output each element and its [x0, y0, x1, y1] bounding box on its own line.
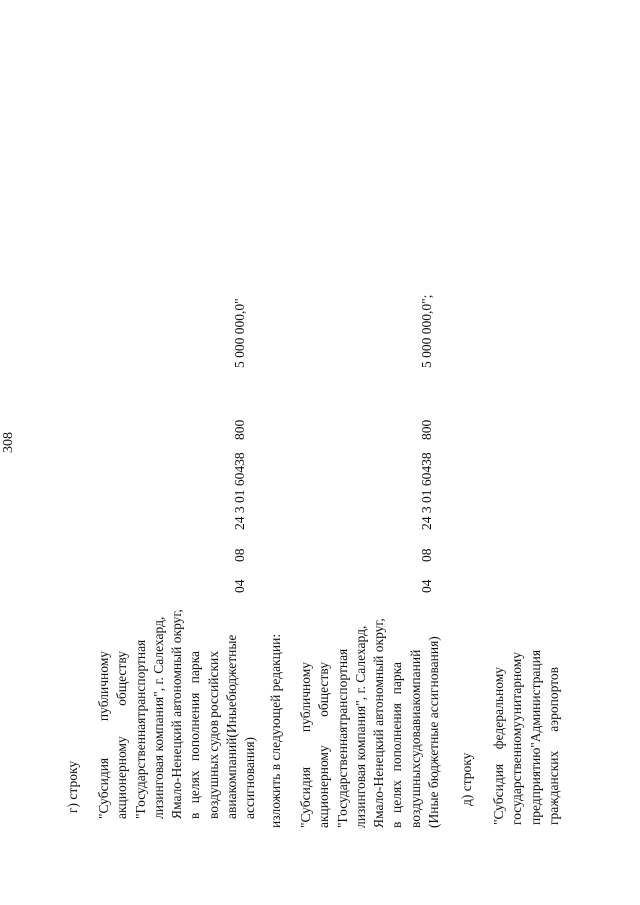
block1-word: Ямало-Ненецкий автономный округ,: [169, 609, 185, 819]
page-number: 308: [1, 432, 16, 453]
block2-word: воздушных: [407, 762, 423, 828]
block2-word: пополнения: [389, 703, 405, 772]
block3-word: унитарному: [509, 651, 525, 721]
block1-word: целях: [187, 770, 203, 804]
block1-line: [186, 651, 204, 819]
row-d-heading: д) строку: [459, 752, 474, 806]
block1-word: ассигнования): [242, 736, 258, 819]
block1-line: [241, 651, 259, 819]
block2-word: в: [389, 821, 405, 828]
block1-word: воздушных: [205, 753, 221, 819]
block2-line: [352, 625, 370, 828]
block2-line: [315, 662, 333, 828]
block2-word: (Иные бюджетные ассигнования): [426, 636, 442, 828]
block2-word: целях: [389, 780, 405, 813]
block2-amount: 5 000 000,0";: [419, 294, 434, 368]
block2-line: [297, 662, 315, 828]
block2-word: "Государственная: [334, 726, 350, 828]
block2-code-type: 800: [419, 419, 434, 440]
block2-word: лизинговая компания", г. Салехард,: [352, 625, 368, 828]
block1-word: транспортная: [132, 639, 148, 718]
block1-word: "Субсидия: [96, 757, 111, 819]
block1-word: авиакомпаний: [224, 737, 240, 819]
block1-word: пополнения: [187, 692, 203, 762]
block3-line: [508, 651, 526, 825]
block2-word: акционерному: [316, 745, 332, 828]
block2-code-section: 04: [419, 579, 434, 593]
block1-line: [168, 609, 186, 819]
block1-word: судов: [205, 719, 221, 752]
block2-line: [370, 618, 388, 828]
block1-word: обществу: [114, 651, 130, 706]
block2-line: [334, 648, 352, 828]
block1-word: бюджетные: [224, 634, 240, 702]
block3-word: "Субсидия: [491, 763, 506, 825]
block1-line: [150, 616, 168, 819]
block2-word: судов: [407, 731, 423, 763]
block3-word: предприятию: [527, 747, 543, 825]
block1-word: парка: [187, 651, 203, 684]
block2-text: [297, 618, 443, 828]
block2-line: [425, 636, 443, 828]
block2-word: транспортная: [334, 648, 350, 727]
block2-code-subsection: 08: [419, 548, 434, 562]
block1-word: лизинговая компания", г. Салехард,: [150, 616, 166, 819]
block3-line: [545, 667, 563, 825]
block1-text: [95, 609, 260, 819]
block1-word: (Иные: [224, 701, 240, 738]
block3-line: [490, 667, 508, 825]
block1-line: [113, 651, 131, 819]
block3-line: [527, 649, 545, 825]
row-g-heading: г) строку: [65, 760, 80, 813]
block3-word: государственному: [509, 720, 525, 825]
block2-word: публичному: [298, 662, 313, 733]
block1-word: публичному: [96, 651, 111, 722]
block3-text: [490, 649, 563, 825]
block2-word: авиакомпаний: [407, 649, 423, 732]
block3-word: гражданских: [545, 750, 561, 825]
block1-code-subsection: 08: [232, 548, 247, 562]
replace-text: изложить в следующей редакции:: [268, 633, 283, 828]
block1-word: российских: [205, 651, 221, 718]
block1-code-target: 24 3 01 60438: [232, 452, 247, 530]
block3-word: аэропортов: [545, 667, 561, 732]
block2-code-target: 24 3 01 60438: [419, 452, 434, 530]
block1-amount: 5 000 000,0": [232, 298, 247, 368]
block1-code-type: 800: [232, 419, 247, 440]
block3-word: федеральному: [491, 667, 506, 750]
block3-word: "Администрация: [527, 649, 543, 748]
block2-line: [407, 649, 425, 828]
block2-word: "Субсидия: [298, 766, 313, 828]
block2-word: парка: [389, 662, 405, 695]
block1-word: акционерному: [114, 736, 130, 819]
block2-line: [388, 662, 406, 828]
block2-word: обществу: [316, 662, 332, 717]
block2-word: Ямало-Ненецкий автономный округ,: [371, 618, 387, 828]
block1-line: [95, 651, 113, 819]
block1-line: [132, 639, 150, 819]
block1-code-section: 04: [232, 579, 247, 593]
block1-word: в: [187, 812, 203, 819]
block1-line: [205, 651, 223, 819]
block1-word: "Государственная: [132, 717, 148, 819]
block1-line: [223, 634, 241, 819]
